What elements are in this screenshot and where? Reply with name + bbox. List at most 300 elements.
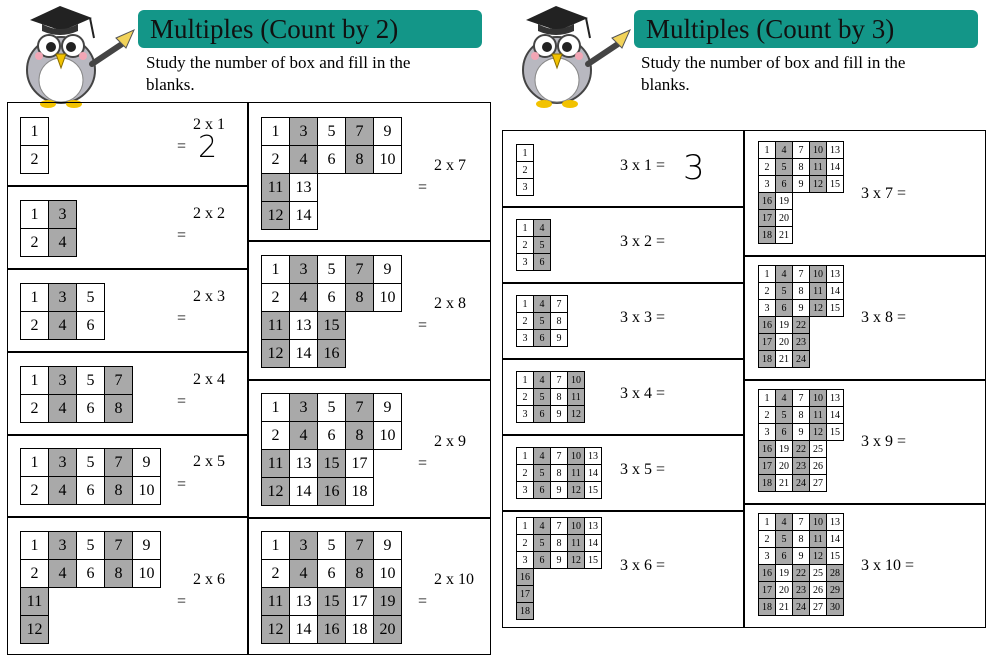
grid-cell: 19 — [776, 441, 793, 458]
grid-cell: 6 — [77, 477, 105, 505]
count-grid — [261, 117, 402, 230]
divider — [7, 268, 248, 270]
count-grid — [261, 255, 402, 368]
count-grid — [516, 371, 585, 423]
divider — [247, 240, 491, 242]
grid-cell: 12 — [262, 202, 290, 230]
grid-cell: 3 — [49, 284, 77, 312]
grid-cell: 7 — [551, 372, 568, 389]
grid-cell: 9 — [374, 118, 402, 146]
grid-cell: 2 — [517, 313, 534, 330]
grid-cell: 20 — [776, 210, 793, 227]
grid-cell: 17 — [759, 210, 776, 227]
grid-cell: 13 — [290, 312, 318, 340]
grid-cell: 25 — [810, 441, 827, 458]
count-grid — [758, 265, 844, 368]
grid-cell: 7 — [346, 256, 374, 284]
grid-cell: 16 — [318, 478, 346, 506]
grid-cell: 3 — [759, 176, 776, 193]
grid-cell: 5 — [534, 389, 551, 406]
grid-cell: 9 — [374, 394, 402, 422]
grid-cell: 15 — [827, 176, 844, 193]
grid-cell: 10 — [374, 146, 402, 174]
grid-cell: 5 — [318, 256, 346, 284]
grid-cell: 2 — [262, 560, 290, 588]
grid-cell: 5 — [776, 531, 793, 548]
grid-cell: 5 — [77, 284, 105, 312]
problem-label: 2 x 3 — [193, 288, 225, 305]
grid-cell: 21 — [776, 599, 793, 616]
grid-cell: 8 — [105, 477, 133, 505]
grid-cell: 23 — [793, 582, 810, 599]
equals-sign: = — [177, 393, 187, 410]
grid-cell: 7 — [793, 514, 810, 531]
count-grid — [758, 513, 844, 616]
grid-cell: 1 — [517, 145, 534, 162]
grid-cell: 13 — [585, 518, 602, 535]
grid-cell: 8 — [793, 283, 810, 300]
divider — [7, 351, 248, 353]
equals-sign: = — [177, 138, 187, 155]
grid-cell: 11 — [262, 588, 290, 616]
grid-cell: 20 — [776, 334, 793, 351]
grid-cell: 8 — [346, 560, 374, 588]
grid-cell: 18 — [759, 475, 776, 492]
grid-cell: 7 — [551, 296, 568, 313]
problem-label: 2 x 5 — [193, 453, 225, 470]
grid-cell: 19 — [776, 565, 793, 582]
grid-cell: 10 — [133, 560, 161, 588]
divider — [7, 516, 248, 518]
count-grid — [261, 393, 402, 506]
grid-cell: 2 — [759, 159, 776, 176]
count-grid — [516, 447, 602, 499]
grid-cell: 11 — [810, 407, 827, 424]
problem-label: 3 x 6 = — [620, 557, 666, 574]
grid-cell: 1 — [517, 448, 534, 465]
grid-cell: 17 — [759, 458, 776, 475]
grid-cell: 1 — [759, 514, 776, 531]
grid-cell: 14 — [585, 465, 602, 482]
grid-cell: 11 — [810, 159, 827, 176]
grid-cell: 6 — [534, 406, 551, 423]
grid-cell: 18 — [759, 599, 776, 616]
grid-cell: 12 — [262, 478, 290, 506]
grid-cell: 23 — [793, 458, 810, 475]
grid-cell: 3 — [759, 548, 776, 565]
problem-label: 3 x 2 = — [620, 233, 666, 250]
grid-cell: 23 — [793, 334, 810, 351]
grid-cell: 9 — [551, 482, 568, 499]
grid-cell: 16 — [318, 616, 346, 644]
grid-cell: 17 — [517, 586, 534, 603]
equals-sign: = — [177, 593, 187, 610]
grid-cell: 9 — [793, 424, 810, 441]
grid-cell: 11 — [810, 531, 827, 548]
grid-cell: 6 — [318, 422, 346, 450]
grid-cell: 4 — [776, 390, 793, 407]
grid-cell: 5 — [318, 118, 346, 146]
grid-cell: 4 — [776, 514, 793, 531]
grid-cell: 2 — [759, 531, 776, 548]
grid-cell: 12 — [568, 406, 585, 423]
grid-cell: 16 — [517, 569, 534, 586]
grid-cell: 25 — [810, 565, 827, 582]
equals-sign: = — [177, 310, 187, 327]
grid-cell: 17 — [759, 582, 776, 599]
grid-cell: 12 — [810, 176, 827, 193]
grid-cell: 5 — [77, 449, 105, 477]
grid-cell: 6 — [534, 482, 551, 499]
grid-cell: 16 — [759, 317, 776, 334]
grid-cell: 22 — [793, 565, 810, 582]
grid-cell: 24 — [793, 599, 810, 616]
grid-cell: 3 — [49, 449, 77, 477]
grid-cell: 1 — [517, 518, 534, 535]
grid-cell: 8 — [551, 465, 568, 482]
grid-cell: 8 — [793, 531, 810, 548]
grid-cell: 27 — [810, 475, 827, 492]
grid-cell: 1 — [21, 532, 49, 560]
grid-cell: 1 — [21, 449, 49, 477]
grid-cell: 19 — [776, 317, 793, 334]
grid-cell: 1 — [759, 142, 776, 159]
grid-cell: 14 — [290, 340, 318, 368]
grid-cell: 1 — [517, 220, 534, 237]
grid-cell: 8 — [551, 389, 568, 406]
grid-cell: 12 — [810, 300, 827, 317]
grid-cell: 10 — [568, 372, 585, 389]
problem-label: 2 x 2 — [193, 205, 225, 222]
grid-cell: 5 — [77, 532, 105, 560]
problem-label: 3 x 5 = — [620, 461, 666, 478]
grid-cell: 2 — [262, 284, 290, 312]
grid-cell: 7 — [793, 142, 810, 159]
grid-cell: 12 — [810, 548, 827, 565]
grid-cell: 6 — [534, 552, 551, 569]
grid-cell: 4 — [49, 395, 77, 423]
grid-cell: 3 — [517, 254, 534, 271]
grid-cell: 2 — [759, 283, 776, 300]
grid-cell: 1 — [517, 296, 534, 313]
equals-sign: = — [418, 179, 428, 196]
grid-cell: 1 — [262, 118, 290, 146]
grid-cell: 5 — [776, 407, 793, 424]
grid-cell: 4 — [49, 229, 77, 257]
grid-cell: 9 — [133, 532, 161, 560]
grid-cell: 4 — [534, 372, 551, 389]
count-grid — [20, 283, 105, 340]
grid-cell: 28 — [827, 565, 844, 582]
count-grid — [20, 117, 49, 174]
grid-cell: 5 — [776, 283, 793, 300]
grid-cell: 1 — [759, 390, 776, 407]
grid-cell: 7 — [793, 390, 810, 407]
grid-cell: 2 — [21, 477, 49, 505]
grid-cell: 6 — [776, 424, 793, 441]
grid-cell: 10 — [374, 422, 402, 450]
grid-cell: 22 — [793, 317, 810, 334]
divider — [502, 206, 744, 208]
grid-cell: 4 — [776, 266, 793, 283]
grid-cell: 8 — [551, 313, 568, 330]
grid-cell: 14 — [827, 407, 844, 424]
count-grid — [758, 141, 844, 244]
right-title: Multiples (Count by 3) — [634, 10, 978, 48]
grid-cell: 2 — [21, 312, 49, 340]
grid-cell: 22 — [793, 441, 810, 458]
grid-cell: 4 — [49, 477, 77, 505]
grid-cell: 7 — [793, 266, 810, 283]
grid-cell: 18 — [517, 603, 534, 620]
grid-cell: 14 — [827, 531, 844, 548]
divider — [502, 434, 744, 436]
grid-cell: 9 — [133, 449, 161, 477]
grid-cell: 13 — [585, 448, 602, 465]
left-title: Multiples (Count by 2) — [138, 10, 482, 48]
grid-cell: 6 — [534, 254, 551, 271]
divider — [743, 255, 986, 257]
handwritten-answer: 3 — [683, 148, 705, 188]
grid-cell: 14 — [290, 478, 318, 506]
grid-cell: 1 — [21, 284, 49, 312]
grid-cell: 2 — [21, 560, 49, 588]
grid-cell: 8 — [346, 422, 374, 450]
grid-cell: 3 — [517, 179, 534, 196]
problem-label: 2 x 7 — [434, 157, 466, 174]
grid-cell: 3 — [759, 300, 776, 317]
problem-label: 2 x 8 — [434, 295, 466, 312]
problem-label: 3 x 9 = — [861, 433, 907, 450]
divider — [743, 379, 986, 381]
grid-cell: 7 — [105, 532, 133, 560]
grid-cell: 10 — [374, 284, 402, 312]
grid-cell: 6 — [776, 176, 793, 193]
grid-cell: 14 — [827, 159, 844, 176]
handwritten-answer: 2 — [198, 130, 218, 165]
problem-label: 2 x 4 — [193, 371, 225, 388]
grid-cell: 14 — [290, 616, 318, 644]
grid-cell: 2 — [21, 229, 49, 257]
grid-cell: 20 — [776, 582, 793, 599]
equals-sign: = — [177, 476, 187, 493]
equals-sign: = — [418, 317, 428, 334]
equals-sign: = — [177, 227, 187, 244]
grid-cell: 19 — [776, 193, 793, 210]
grid-cell: 5 — [534, 237, 551, 254]
grid-cell: 10 — [374, 560, 402, 588]
grid-cell: 13 — [290, 450, 318, 478]
grid-cell: 13 — [827, 142, 844, 159]
grid-cell: 9 — [793, 176, 810, 193]
grid-cell: 29 — [827, 582, 844, 599]
grid-cell: 4 — [534, 448, 551, 465]
grid-cell: 10 — [568, 448, 585, 465]
grid-cell: 8 — [105, 560, 133, 588]
grid-cell: 21 — [776, 227, 793, 244]
grid-cell: 3 — [49, 532, 77, 560]
divider — [502, 358, 744, 360]
grid-cell: 20 — [374, 616, 402, 644]
grid-cell: 16 — [759, 565, 776, 582]
grid-cell: 1 — [21, 367, 49, 395]
instruction-line: blanks. — [146, 75, 195, 94]
grid-cell: 2 — [262, 422, 290, 450]
divider — [7, 185, 248, 187]
grid-cell: 2 — [21, 146, 49, 174]
grid-cell: 3 — [290, 256, 318, 284]
grid-cell: 10 — [568, 518, 585, 535]
grid-cell: 12 — [262, 340, 290, 368]
grid-cell: 4 — [49, 312, 77, 340]
grid-cell: 1 — [759, 266, 776, 283]
grid-cell: 3 — [517, 552, 534, 569]
grid-cell: 6 — [776, 548, 793, 565]
grid-cell: 10 — [810, 142, 827, 159]
grid-cell: 24 — [793, 475, 810, 492]
grid-cell: 7 — [105, 449, 133, 477]
count-grid — [516, 144, 534, 196]
grid-cell: 15 — [318, 588, 346, 616]
grid-cell: 6 — [77, 560, 105, 588]
grid-cell: 13 — [290, 588, 318, 616]
grid-cell: 6 — [77, 395, 105, 423]
grid-cell: 11 — [262, 312, 290, 340]
count-grid — [758, 389, 844, 492]
grid-cell: 2 — [262, 146, 290, 174]
problem-label: 2 x 6 — [193, 571, 225, 588]
grid-cell: 4 — [534, 518, 551, 535]
grid-cell: 2 — [517, 389, 534, 406]
grid-cell: 2 — [517, 535, 534, 552]
grid-cell: 27 — [810, 599, 827, 616]
grid-cell: 3 — [290, 532, 318, 560]
grid-cell: 14 — [827, 283, 844, 300]
count-grid — [516, 219, 551, 271]
divider — [743, 503, 986, 505]
grid-cell: 5 — [776, 159, 793, 176]
count-grid — [20, 448, 161, 505]
grid-cell: 3 — [290, 394, 318, 422]
grid-cell: 3 — [517, 482, 534, 499]
grid-cell: 7 — [346, 118, 374, 146]
grid-cell: 1 — [262, 256, 290, 284]
grid-cell: 8 — [346, 146, 374, 174]
grid-cell: 21 — [776, 351, 793, 368]
grid-cell: 12 — [21, 616, 49, 644]
count-grid — [516, 517, 602, 620]
grid-cell: 15 — [318, 450, 346, 478]
grid-cell: 4 — [534, 220, 551, 237]
grid-cell: 8 — [793, 159, 810, 176]
grid-cell: 8 — [551, 535, 568, 552]
grid-cell: 10 — [810, 390, 827, 407]
grid-cell: 10 — [810, 514, 827, 531]
grid-cell: 13 — [827, 514, 844, 531]
grid-cell: 6 — [318, 284, 346, 312]
grid-cell: 3 — [517, 406, 534, 423]
grid-cell: 7 — [551, 448, 568, 465]
grid-cell: 19 — [374, 588, 402, 616]
grid-cell: 15 — [827, 300, 844, 317]
grid-cell: 15 — [585, 482, 602, 499]
count-grid — [20, 366, 133, 423]
grid-cell: 7 — [346, 532, 374, 560]
grid-cell: 5 — [534, 535, 551, 552]
grid-cell: 11 — [21, 588, 49, 616]
grid-cell: 6 — [77, 312, 105, 340]
grid-cell: 18 — [759, 351, 776, 368]
grid-cell: 21 — [776, 475, 793, 492]
grid-cell: 18 — [346, 616, 374, 644]
grid-cell: 30 — [827, 599, 844, 616]
grid-cell: 7 — [346, 394, 374, 422]
grid-cell: 24 — [793, 351, 810, 368]
grid-cell: 1 — [517, 372, 534, 389]
grid-cell: 17 — [346, 450, 374, 478]
problem-label: 2 x 1 — [193, 116, 225, 133]
problem-label: 3 x 7 = — [861, 185, 907, 202]
owl-teacher-icon — [508, 4, 633, 112]
left-instruction — [146, 52, 410, 96]
grid-cell: 17 — [759, 334, 776, 351]
divider — [502, 282, 744, 284]
grid-cell: 4 — [290, 560, 318, 588]
grid-cell: 18 — [759, 227, 776, 244]
grid-cell: 14 — [290, 202, 318, 230]
grid-cell: 2 — [759, 407, 776, 424]
grid-cell: 3 — [759, 424, 776, 441]
equals-sign: = — [418, 593, 428, 610]
grid-cell: 2 — [517, 162, 534, 179]
grid-cell: 9 — [374, 256, 402, 284]
divider — [247, 517, 491, 519]
grid-cell: 1 — [262, 532, 290, 560]
grid-cell: 20 — [776, 458, 793, 475]
problem-label: 3 x 10 = — [861, 557, 915, 574]
grid-cell: 6 — [776, 300, 793, 317]
problem-label: 3 x 3 = — [620, 309, 666, 326]
grid-cell: 7 — [105, 367, 133, 395]
divider — [7, 434, 248, 436]
grid-cell: 4 — [534, 296, 551, 313]
grid-cell: 9 — [793, 300, 810, 317]
grid-cell: 26 — [810, 458, 827, 475]
grid-cell: 7 — [551, 518, 568, 535]
grid-cell: 5 — [77, 367, 105, 395]
grid-cell: 15 — [585, 552, 602, 569]
grid-cell: 13 — [827, 266, 844, 283]
grid-cell: 3 — [49, 367, 77, 395]
grid-cell: 16 — [759, 441, 776, 458]
grid-cell: 8 — [346, 284, 374, 312]
grid-cell: 16 — [318, 340, 346, 368]
problem-label: 3 x 4 = — [620, 385, 666, 402]
grid-cell: 12 — [568, 552, 585, 569]
grid-cell: 26 — [810, 582, 827, 599]
count-grid — [516, 295, 568, 347]
problem-label: 3 x 1 = — [620, 157, 666, 174]
grid-cell: 9 — [551, 406, 568, 423]
grid-cell: 14 — [585, 535, 602, 552]
grid-cell: 3 — [517, 330, 534, 347]
grid-cell: 1 — [21, 201, 49, 229]
grid-cell: 9 — [551, 330, 568, 347]
problem-label: 3 x 8 = — [861, 309, 907, 326]
right-instruction — [641, 52, 905, 96]
grid-cell: 5 — [318, 394, 346, 422]
grid-cell: 15 — [318, 312, 346, 340]
